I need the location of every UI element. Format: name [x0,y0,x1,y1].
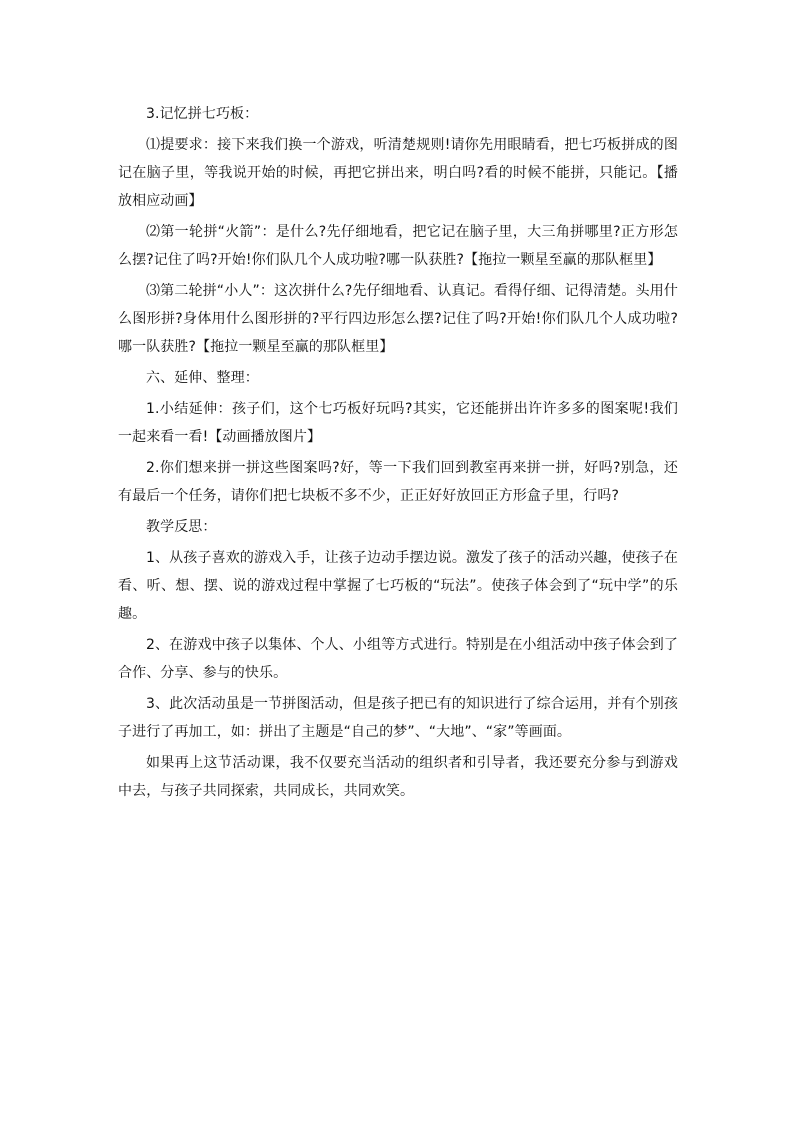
paragraph-closing: 如果再上这节活动课，我不仅要充当活动的组织者和引导者，我还要充分参与到游戏中去，与孩子共同探索，共同成长，共同欢笑。 [118,755,678,799]
paragraph-tidy-up: 2.你们想来拼一拼这些图案吗?好，等一下我们回到教室再来拼一拼，好吗?别急，还有最后一个任务，请你们把七块板不多不少，正正好好放回正方形盒子里，行吗? [118,460,678,504]
paragraph-summary-extension: 1.小结延伸：孩子们，这个七巧板好玩吗?其实，它还能拼出许许多多的图案呢!我们一起来看一看!【动画播放图片】 [118,401,678,445]
paragraph-reflection-3: 3、此次活动虽是一节拼图活动，但是孩子把已有的知识进行了综合运用，并有个别孩子进行了再加工，如：拼出了主题是“自己的梦”、“大地”、“家”等画面。 [118,696,678,740]
section-heading-extension: 六、延伸、整理： [146,370,259,386]
document-body [118,100,678,808]
paragraph-requirements: ⑴提要求：接下来我们换一个游戏，听清楚规则!请你先用眼睛看，把七巧板拼成的图记在脑子里，等我说开始的时候，再把它拼出来，明白吗?看的时候不能拼，只能记。【播放相应动画】 [118,137,678,209]
paragraph-reflection-2: 2、在游戏中孩子以集体、个人、小组等方式进行。特别是在小组活动中孩子体会到了合作、分享、参与的快乐。 [118,637,678,681]
section-heading-memory-tangram: 3.记忆拼七巧板： [146,106,259,122]
paragraph-round-one-rocket: ⑵第一轮拼“火箭”：是什么?先仔细地看，把它记在脑子里，大三角拼哪里?正方形怎么摆?记住了吗?开始!你们队几个人成功啦?哪一队获胜?【拖拉一颗星至赢的那队框里】 [118,224,678,268]
section-heading-reflection: 教学反思： [146,519,217,535]
paragraph-reflection-1: 1、从孩子喜欢的游戏入手，让孩子边动手摆边说。激发了孩子的活动兴趣，使孩子在看、听、想、摆、说的游戏过程中掌握了七巧板的“玩法”。使孩子体会到了“玩中学”的乐趣。 [118,550,678,622]
paragraph-round-two-person: ⑶第二轮拼“小人”：这次拼什么?先仔细地看、认真记。看得仔细、记得清楚。头用什么图形拼?身体用什么图形拼的?平行四边形怎么摆?记住了吗?开始!你们队几个人成功啦?哪一队获胜?【拖拉一颗星至赢的那队框里】 [118,283,678,355]
